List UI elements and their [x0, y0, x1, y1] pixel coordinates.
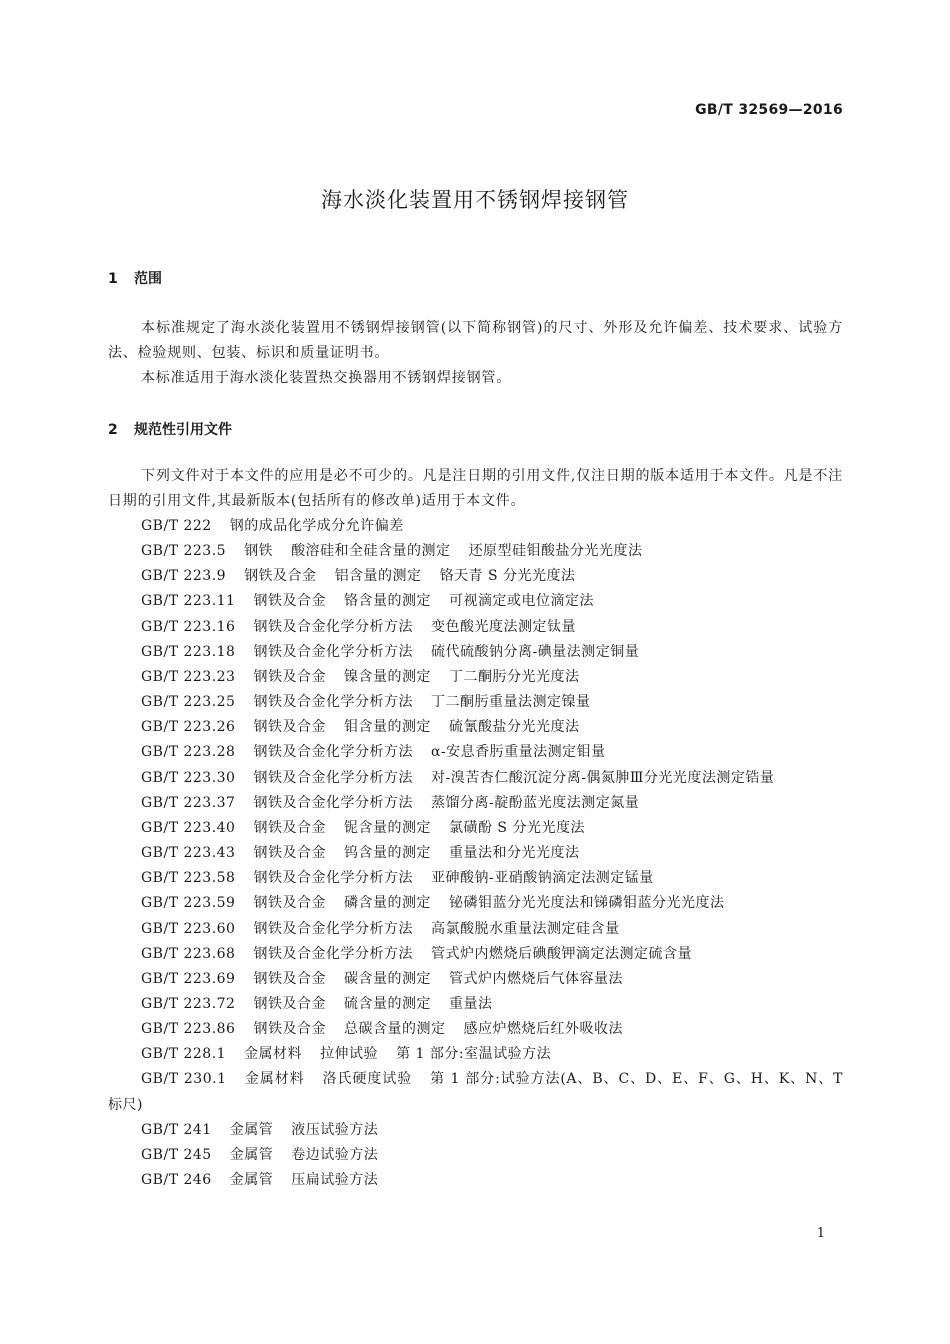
reference-code: GB/T 223.26 — [141, 719, 236, 736]
reference-title-part: 金属管 — [229, 1146, 274, 1163]
reference-item — [108, 740, 843, 765]
reference-code: GB/T 223.68 — [141, 945, 236, 962]
reference-code: GB/T 223.72 — [141, 995, 236, 1012]
reference-title-part: 亚砷酸钠-亚硝酸钠滴定法测定锰量 — [430, 870, 654, 887]
reference-title-part: 钼含量的测定 — [343, 719, 431, 736]
reference-title-part: 酸溶硅和全硅含量的测定 — [291, 543, 451, 560]
section-number: 1 — [108, 271, 118, 287]
reference-title-part: 钢铁及合金化学分析方法 — [253, 870, 413, 887]
reference-item — [108, 1143, 843, 1168]
reference-item — [108, 1017, 843, 1042]
reference-title-part: 金属材料 — [244, 1046, 303, 1063]
reference-title-part: 第 1 部分:试验方法(A、B、C、D、E、F、G、H、K、N、T 标尺) — [108, 1071, 844, 1113]
reference-title-part: 钢铁及合金 — [253, 593, 326, 610]
reference-code: GB/T 228.1 — [141, 1046, 227, 1063]
reference-title-part: 铋磷钼蓝分光光度法和锑磷钼蓝分光光度法 — [448, 895, 725, 912]
reference-title-part: 钢铁及合金化学分析方法 — [253, 945, 413, 962]
reference-code: GB/T 223.59 — [141, 895, 236, 912]
reference-list — [108, 514, 843, 1193]
reference-title-part: 碳含量的测定 — [343, 970, 431, 987]
reference-title-part: 丁二酮肟分光光度法 — [448, 668, 580, 685]
reference-item — [108, 891, 843, 916]
reference-title-part: 镍含量的测定 — [343, 668, 431, 685]
reference-item — [108, 615, 843, 640]
reference-title-part: 钢铁及合金化学分析方法 — [253, 694, 413, 711]
document-title: 海水淡化装置用不锈钢焊接钢管 — [321, 188, 629, 212]
reference-code: GB/T 223.18 — [141, 643, 236, 660]
reference-code: GB/T 223.58 — [141, 870, 236, 887]
reference-item — [108, 841, 843, 866]
reference-item — [108, 791, 843, 816]
reference-code: GB/T 246 — [141, 1172, 212, 1189]
reference-item — [108, 1118, 843, 1143]
reference-title-part: 总碳含量的测定 — [343, 1021, 446, 1038]
reference-title-part: 钢铁及合金化学分析方法 — [253, 744, 413, 761]
reference-title-part: 钢铁及合金化学分析方法 — [253, 618, 413, 635]
reference-item — [108, 640, 843, 665]
reference-title-part: 管式炉内燃烧后碘酸钾滴定法测定硫含量 — [430, 945, 692, 962]
reference-code: GB/T 223.16 — [141, 618, 236, 635]
reference-title-part: 对-溴苦杏仁酸沉淀分离-偶氮胂Ⅲ分光光度法测定锆量 — [430, 769, 775, 786]
reference-title-part: 重量法 — [448, 995, 493, 1012]
reference-title-part: 钢铁及合金 — [253, 819, 326, 836]
reference-title-part: 还原型硅钼酸盐分光光度法 — [468, 543, 643, 560]
reference-code: GB/T 223.30 — [141, 769, 236, 786]
reference-title-part: 钢铁及合金 — [253, 895, 326, 912]
reference-item — [108, 1168, 843, 1193]
reference-code: GB/T 223.43 — [141, 845, 236, 862]
reference-title-part: 钨含量的测定 — [343, 845, 431, 862]
reference-title-part: 钢铁及合金 — [253, 845, 326, 862]
reference-title-part: 钢铁及合金 — [253, 995, 326, 1012]
reference-item — [108, 816, 843, 841]
reference-title-part: 硫含量的测定 — [343, 995, 431, 1012]
reference-title-part: 铬天青 S 分光光度法 — [439, 568, 576, 585]
reference-title-part: 高氯酸脱水重量法测定硅含量 — [430, 920, 620, 937]
reference-code: GB/T 223.11 — [141, 593, 236, 610]
reference-title-part: 钢铁及合金 — [253, 668, 326, 685]
reference-code: GB/T 223.28 — [141, 744, 236, 761]
reference-code: GB/T 245 — [141, 1146, 212, 1163]
scope-paragraph: 本标准适用于海水淡化装置热交换器用不锈钢焊接钢管。 — [141, 370, 511, 386]
reference-code: GB/T 222 — [141, 518, 212, 534]
reference-title-part: 洛氏硬度试验 — [322, 1071, 413, 1088]
reference-title-part: 感应炉燃烧后红外吸收法 — [463, 1021, 623, 1038]
reference-title-part: 钢的成品化学成分允许偏差 — [229, 518, 404, 534]
reference-item — [108, 665, 843, 690]
reference-title-part: 丁二酮肟重量法测定镍量 — [430, 694, 591, 711]
reference-item — [108, 1042, 843, 1067]
reference-title-part: 管式炉内燃烧后气体容量法 — [448, 970, 623, 987]
reference-title-part: 液压试验方法 — [291, 1121, 379, 1138]
reference-item — [108, 866, 843, 891]
reference-code: GB/T 230.1 — [141, 1071, 227, 1088]
reference-code: GB/T 223.5 — [141, 543, 227, 560]
reference-title-part: 硫氰酸盐分光光度法 — [448, 719, 580, 736]
section-title: 规范性引用文件 — [134, 422, 232, 438]
reference-item — [108, 539, 843, 564]
reference-title-part: 卷边试验方法 — [291, 1146, 379, 1163]
reference-item — [108, 715, 843, 740]
reference-item — [108, 992, 843, 1017]
reference-title-part: α-安息香肟重量法测定钼量 — [430, 744, 606, 761]
reference-item — [108, 917, 843, 942]
reference-item — [108, 564, 843, 589]
reference-title-part: 磷含量的测定 — [343, 895, 431, 912]
section-1-heading — [108, 268, 162, 288]
reference-title-part: 钢铁及合金化学分析方法 — [253, 769, 413, 786]
reference-title-part: 硫代硫酸钠分离-碘量法测定铜量 — [430, 643, 640, 660]
reference-item — [108, 1067, 843, 1117]
reference-code: GB/T 223.23 — [141, 668, 236, 685]
reference-code: GB/T 223.25 — [141, 694, 236, 711]
reference-title-part: 钢铁及合金 — [253, 719, 326, 736]
reference-title-part: 金属管 — [229, 1121, 274, 1138]
reference-item — [108, 589, 843, 614]
reference-title-part: 钢铁及合金 — [253, 1021, 326, 1038]
reference-title-part: 氯磺酚 S 分光光度法 — [448, 819, 585, 836]
reference-title-part: 钢铁及合金 — [244, 568, 317, 585]
reference-title-part: 铌含量的测定 — [343, 819, 431, 836]
reference-title-part: 钢铁及合金化学分析方法 — [253, 920, 413, 937]
reference-title-part: 金属管 — [229, 1172, 274, 1189]
section-title: 范围 — [134, 271, 162, 287]
reference-title-part: 铬含量的测定 — [343, 593, 431, 610]
reference-title-part: 钢铁及合金化学分析方法 — [253, 643, 413, 660]
reference-item — [108, 942, 843, 967]
reference-item — [108, 514, 843, 539]
standard-code: GB/T 32569—2016 — [695, 102, 843, 118]
reference-item — [108, 967, 843, 992]
reference-title-part: 可视滴定或电位滴定法 — [448, 593, 594, 610]
reference-title-part: 压扁试验方法 — [291, 1172, 379, 1189]
reference-title-part: 变色酸光度法测定钛量 — [430, 618, 576, 635]
reference-title-part: 第 1 部分:室温试验方法 — [396, 1046, 552, 1063]
reference-code: GB/T 223.60 — [141, 920, 236, 937]
reference-code: GB/T 223.86 — [141, 1021, 236, 1038]
reference-item — [108, 690, 843, 715]
reference-code: GB/T 223.37 — [141, 794, 236, 811]
page-number: 1 — [816, 1226, 825, 1241]
reference-code: GB/T 223.40 — [141, 819, 236, 836]
reference-title-part: 钢铁 — [244, 543, 274, 560]
reference-title-part: 钢铁及合金 — [253, 970, 326, 987]
reference-item — [108, 766, 843, 791]
reference-title-part: 拉伸试验 — [320, 1046, 379, 1063]
references-intro: 下列文件对于本文件的应用是必不可少的。凡是注日期的引用文件,仅注日期的版本适用于本文件。凡是不注日期的引用文件,其最新版本(包括所有的修改单)适用于本文件。 — [108, 468, 843, 509]
reference-title-part: 蒸馏分离-靛酚蓝光度法测定氮量 — [430, 794, 640, 811]
reference-code: GB/T 223.69 — [141, 970, 236, 987]
reference-code: GB/T 223.9 — [141, 568, 227, 585]
scope-paragraph: 本标准规定了海水淡化装置用不锈钢焊接钢管(以下简称钢管)的尺寸、外形及允许偏差、技术要求、试验方法、检验规则、包装、标识和质量证明书。 — [108, 320, 843, 361]
reference-title-part: 铝含量的测定 — [334, 568, 422, 585]
reference-title-part: 重量法和分光光度法 — [448, 845, 580, 862]
reference-title-part: 金属材料 — [244, 1071, 305, 1088]
section-number: 2 — [108, 422, 118, 438]
reference-title-part: 钢铁及合金化学分析方法 — [253, 794, 413, 811]
section-2-heading — [108, 419, 232, 439]
reference-code: GB/T 241 — [141, 1121, 212, 1138]
